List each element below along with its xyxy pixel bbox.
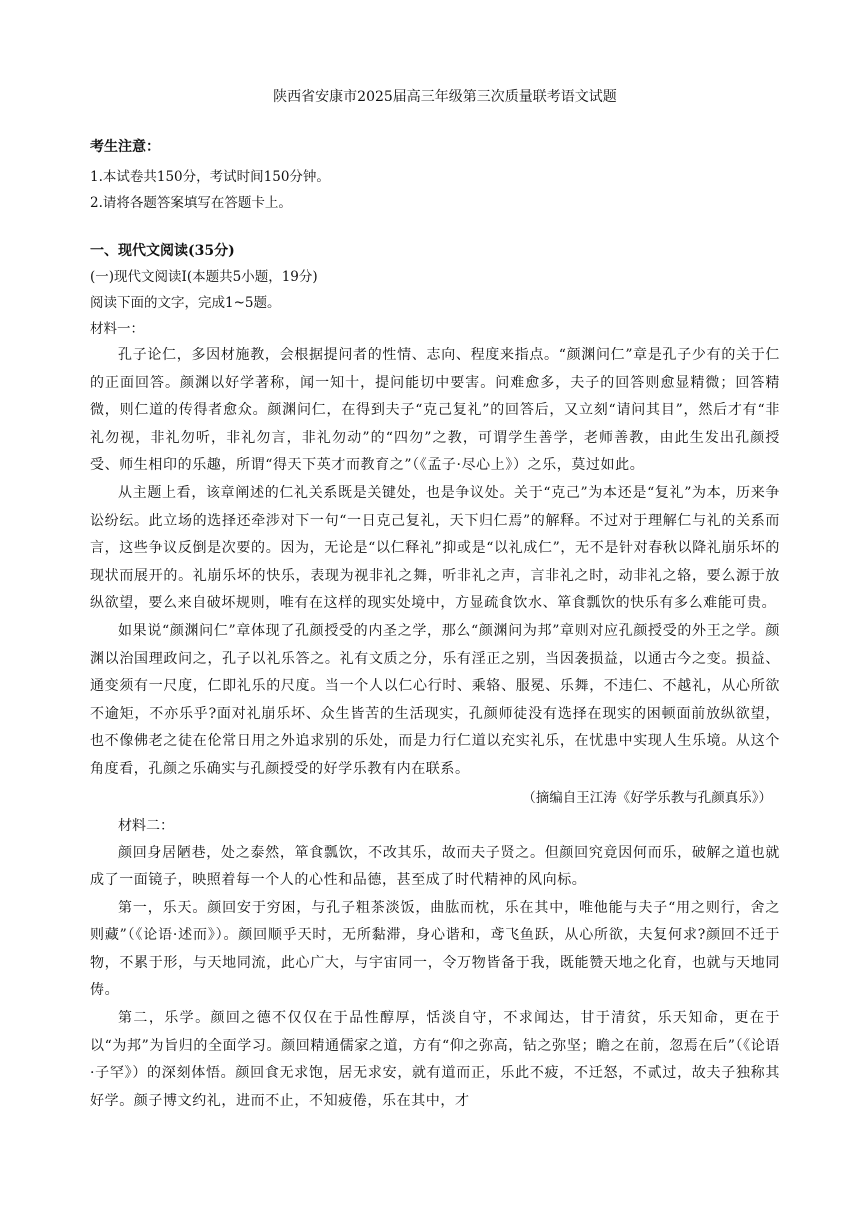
section-heading: 一、现代文阅读(35分) (90, 243, 235, 259)
paragraph: 第一，乐天。颜回安于穷困，与孔子粗茶淡饭，曲肱而枕，乐在其中，唯他能与夫子“用之则行，舍之则藏”（《论语·述而》）。颜回顺乎天时，无所黏滞，身心谐和，鸢飞鱼跃，从心所欲，夫复何求?颜回不迁于物，不累于形，与天地同流，此心广大，与宇宙同一，令万物皆备于我，既能赞天地之化育，也就与天地同俦。 (90, 899, 780, 999)
section-1 (90, 238, 780, 1115)
paragraph: 第二，乐学。颜回之德不仅仅在于品性醇厚，恬淡自守，不求闻达，甘于清贫，乐天知命，更在于以“为邦”为旨归的全面学习。颜回精通儒家之道，方有“仰之弥高，钻之弥坚；瞻之在前，忽焉在后”（《论语·子罕》）的深刻体悟。颜回食无求饱，居无求安，就有道而正，乐此不疲，不迁怒，不贰过，故夫子独称其好学。颜子博文约礼，进而不止，不知疲倦，乐在其中，才 (90, 1010, 780, 1109)
material-2 (90, 812, 780, 1116)
paragraph: 从主题上看，该章阐述的仁礼关系既是关键处，也是争议处。关于“克己”为本还是“复礼”为本，历来争讼纷纭。此立场的选择还牵涉对下一句“一日克己复礼，天下归仁焉”的解释。不过对于理解仁与礼的关系而言，这些争议反倒是次要的。因为，无论是“以仁释礼”抑或是“以礼成仁”，无不是针对春秋以降礼崩乐坏的现状而展开的。礼崩乐坏的快乐，表现为视非礼之舞，听非礼之声，言非礼之时，动非礼之辂，要么源于放纵欲望，要么来自破坏规则，唯有在这样的现实处境中，方显疏食饮水、箪食瓢饮的快乐有多么难能可贵。 (90, 484, 780, 612)
source-citation: （摘编自王江涛《好学乐教与孔颜真乐》） (522, 789, 772, 806)
section-instruction: 阅读下面的文字，完成1~5题。 (90, 295, 281, 311)
material-label: 材料一： (90, 321, 144, 337)
notice-item: 2.请将各题答案填写在答题卡上。 (90, 195, 292, 211)
spacer (90, 216, 780, 238)
paragraph: 颜回身居陋巷，处之泰然，箪食瓢饮，不改其乐，故而夫子贤之。但颜回究竟因何而乐，破解之道也就成了一面镜子，映照着每一个人的心性和品德，甚至成了时代精神的风向标。 (90, 844, 780, 889)
notice-heading: 考生注意： (90, 139, 160, 155)
page-title: 陕西省安康市2025届高三年级第三次质量联考语文试题 (273, 89, 617, 105)
paragraph: 如果说“颜渊问仁”章体现了孔颜授受的内圣之学，那么“颜渊问为邦”章则对应孔颜授受的外王之学。颜渊以治国理政问之，孔子以礼乐答之。礼有文质之分，乐有淫正之别，当因袭损益，以通古今之变。损益、通变须有一尺度，仁即礼乐的尺度。当一个人以仁心行时、乘辂、服冕、乐舞，不违仁、不越礼，从心所欲不逾矩，不亦乐乎?面对礼崩乐坏、众生皆苦的生活现实，孔颜师徒没有选择在现实的困顿面前放纵欲望，也不像佛老之徒在伦常日用之外追求别的乐处，而是力行仁道以充实礼乐，在忧患中实现人生乐境。从这个角度看，孔颜之乐确实与孔颜授受的好学乐教有内在联系。 (90, 622, 780, 777)
paragraph: 孔子论仁，多因材施教，会根据提问者的性情、志向、程度来指点。“颜渊问仁”章是孔子少有的关于仁的正面回答。颜渊以好学著称，闻一知十，提问能切中要害。问难愈多，夫子的回答则愈显精微；回答精微，则仁道的传得者愈众。颜渊问仁，在得到夫子“克己复礼”的回答后，又立刻“请问其目”，然后才有“非礼勿视，非礼勿听，非礼勿言，非礼勿动”的“四勿”之教，可谓学生善学，老师善教，由此生发出孔颜授受、师生相印的乐趣，所谓“得天下英才而教育之”（《孟子·尽心上》）之乐，莫过如此。 (90, 347, 780, 474)
notice-item: 1.本试卷共150分，考试时间150分钟。 (90, 169, 330, 185)
material-1 (90, 316, 780, 812)
section-subheading: (一)现代文阅读Ⅰ(本题共5小题，19分) (90, 269, 318, 285)
notice-block (90, 136, 780, 216)
material-label: 材料二： (118, 817, 174, 834)
document-page (90, 86, 780, 1115)
